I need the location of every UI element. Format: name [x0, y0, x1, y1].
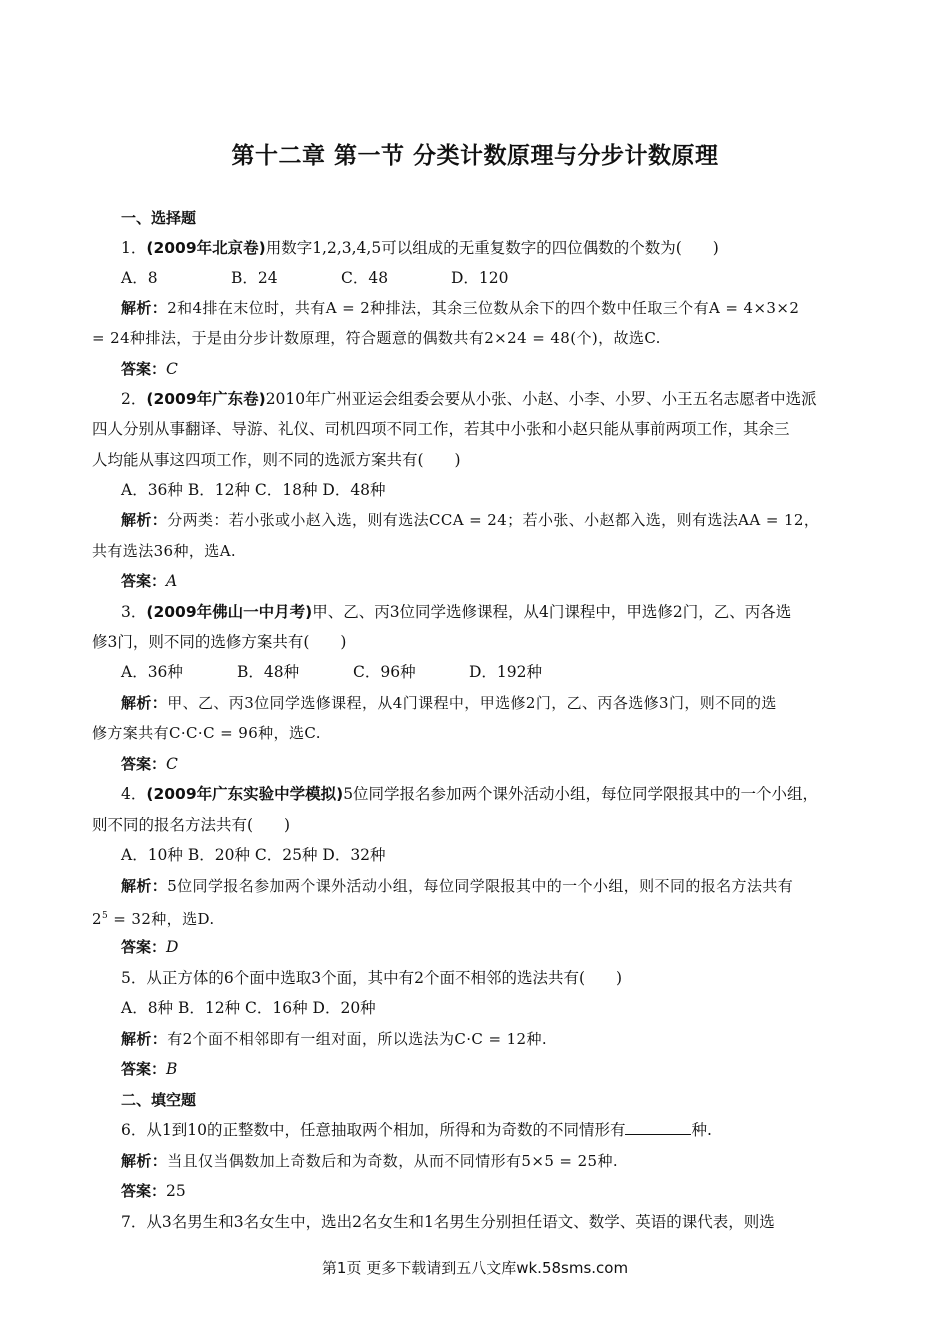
q1-solution-line-2: = 24种排法，于是由分步计数原理，符合题意的偶数共有2×24 = 48(个)，故选C. [92, 329, 661, 347]
q6-text-b: 种. [691, 1121, 712, 1139]
q3-solution-line-1 [121, 693, 891, 713]
q2-answer-value: A [166, 572, 178, 590]
solution-label: 解析： [121, 877, 168, 895]
q1-answer [121, 359, 891, 379]
solution-label: 解析： [121, 1030, 168, 1048]
q3-text-2: 修3门，则不同的选修方案共有( ) [92, 633, 347, 651]
section-heading-choice: 一、选择题 [121, 209, 197, 227]
q1-text: 用数字1,2,3,4,5可以组成的无重复数字的四位偶数的个数为( ) [265, 239, 719, 257]
q2-source: (2009年广东卷) [146, 390, 266, 408]
q3-number: 3． [121, 603, 147, 621]
q3-option-d: D．192种 [469, 663, 543, 681]
q2-number: 2． [121, 390, 147, 408]
q3-text-1: 甲、乙、丙3位同学选修课程，从4门课程中，甲选修2门，乙、丙各选 [312, 603, 792, 621]
q1-option-b: B．24 [231, 269, 278, 287]
q3-answer [121, 754, 891, 774]
question-6 [121, 1120, 891, 1140]
question-5: 5．从正方体的6个面中选取3个面，其中有2个面不相邻的选法共有( ) [121, 969, 623, 987]
q1-answer-value: C [166, 360, 178, 378]
q1-number: 1． [121, 239, 147, 257]
q6-solution [121, 1151, 891, 1171]
q4-text-1: 5位同学报名参加两个课外活动小组，每位同学限报其中的一个小组， [343, 785, 819, 803]
q2-answer [121, 571, 891, 591]
q3-option-a: A．36种 [121, 663, 183, 681]
q3-solution-line-2: 修方案共有C·C·C = 96种，选C. [92, 724, 321, 742]
q2-solution-line-2: 共有选法36种，选A. [92, 542, 237, 560]
q5-answer [121, 1059, 891, 1079]
solution-label: 解析： [121, 511, 168, 529]
q5-solution [121, 1029, 891, 1049]
q6-text-a: 6．从1到10的正整数中，任意抽取两个相加，所得和为奇数的不同情形有 [121, 1121, 626, 1139]
q6-answer-value: 25 [166, 1182, 186, 1200]
q1-solution-line-1 [121, 298, 891, 318]
answer-label: 答案： [121, 1182, 167, 1200]
q4-text-2: 则不同的报名方法共有( ) [92, 816, 291, 834]
answer-label: 答案： [121, 938, 167, 956]
q5-solution-text: 有2个面不相邻即有一组对面，所以选法为C·C = 12种. [167, 1030, 548, 1048]
q1-option-a: A．8 [121, 269, 158, 287]
q2-solution-text-1: 分两类：若小张或小赵入选，则有选法CCA = 24；若小张、小赵都入选，则有选法AA = 12， [167, 511, 820, 529]
q1-option-c: C．48 [341, 269, 389, 287]
q6-answer [121, 1181, 891, 1201]
q3-option-c: C．96种 [353, 663, 416, 681]
answer-label: 答案： [121, 755, 167, 773]
q3-option-b: B．48种 [237, 663, 300, 681]
solution-label: 解析： [121, 1152, 168, 1170]
q1-option-d: D．120 [451, 269, 509, 287]
q3-solution-text-1: 甲、乙、丙3位同学选修课程，从4门课程中，甲选修2门，乙、丙各选修3门，则不同的选 [167, 694, 777, 712]
q3-answer-value: C [166, 755, 178, 773]
section-heading-fill: 二、填空题 [121, 1091, 197, 1109]
q4-answer-value: D [166, 938, 179, 956]
q2-text-3: 人均能从事这四项工作，则不同的选派方案共有( ) [92, 451, 461, 469]
q4-options: A．10种 B．20种 C．25种 D．32种 [121, 846, 386, 864]
answer-label: 答案： [121, 360, 167, 378]
q2-text-1: 2010年广州亚运会组委会要从小张、小赵、小李、小罗、小王五名志愿者中选派 [265, 390, 817, 408]
q6-solution-text: 当且仅当偶数加上奇数后和为奇数，从而不同情形有5×5 = 25种. [167, 1152, 619, 1170]
q5-answer-value: B [166, 1060, 178, 1078]
solution-label: 解析： [121, 299, 168, 317]
q3-options [121, 662, 891, 682]
solution-label: 解析： [121, 694, 168, 712]
q1-options [121, 268, 891, 288]
q4-power-exponent: 5 [101, 911, 109, 921]
q2-text-2: 四人分别从事翻译、导游、礼仪、司机四项不同工作，若其中小张和小赵只能从事前两项工作，其余三 [92, 420, 790, 438]
q4-solution-text-2: = 32种，选D. [108, 910, 215, 928]
question-2 [121, 389, 891, 409]
q3-source: (2009年佛山一中月考) [146, 603, 313, 621]
q4-solution-text-1: 5位同学报名参加两个课外活动小组，每位同学限报其中的一个小组，则不同的报名方法共有 [167, 877, 794, 895]
question-4 [121, 784, 891, 804]
answer-label: 答案： [121, 572, 167, 590]
q4-answer [121, 937, 891, 957]
answer-label: 答案： [121, 1060, 167, 1078]
question-7: 7．从3名男生和3名女生中，选出2名女生和1名男生分别担任语文、数学、英语的课代表，则选 [121, 1213, 775, 1231]
question-3 [121, 602, 891, 622]
q4-source: (2009年广东实验中学模拟) [146, 785, 344, 803]
page-footer: 第1页 更多下载请到五八文库wk.58sms.com [321, 1259, 629, 1277]
q4-solution-line-1 [121, 876, 891, 896]
q2-solution-line-1 [121, 510, 891, 530]
q1-solution-text-1: 2和4排在末位时，共有A = 2种排法，其余三位数从余下的四个数中任取三个有A = 4×3×2 [167, 299, 800, 317]
q4-solution-line-2 [92, 906, 862, 929]
q4-power-base: 2 [92, 910, 102, 928]
q1-source: (2009年北京卷) [146, 239, 266, 257]
page-title: 第十二章 第一节 分类计数原理与分步计数原理 [231, 143, 719, 169]
q4-number: 4． [121, 785, 147, 803]
q6-answer-blank [625, 1120, 691, 1135]
q2-options: A．36种 B．12种 C．18种 D．48种 [121, 481, 386, 499]
q5-options: A．8种 B．12种 C．16种 D．20种 [121, 999, 376, 1017]
question-1 [121, 238, 891, 258]
